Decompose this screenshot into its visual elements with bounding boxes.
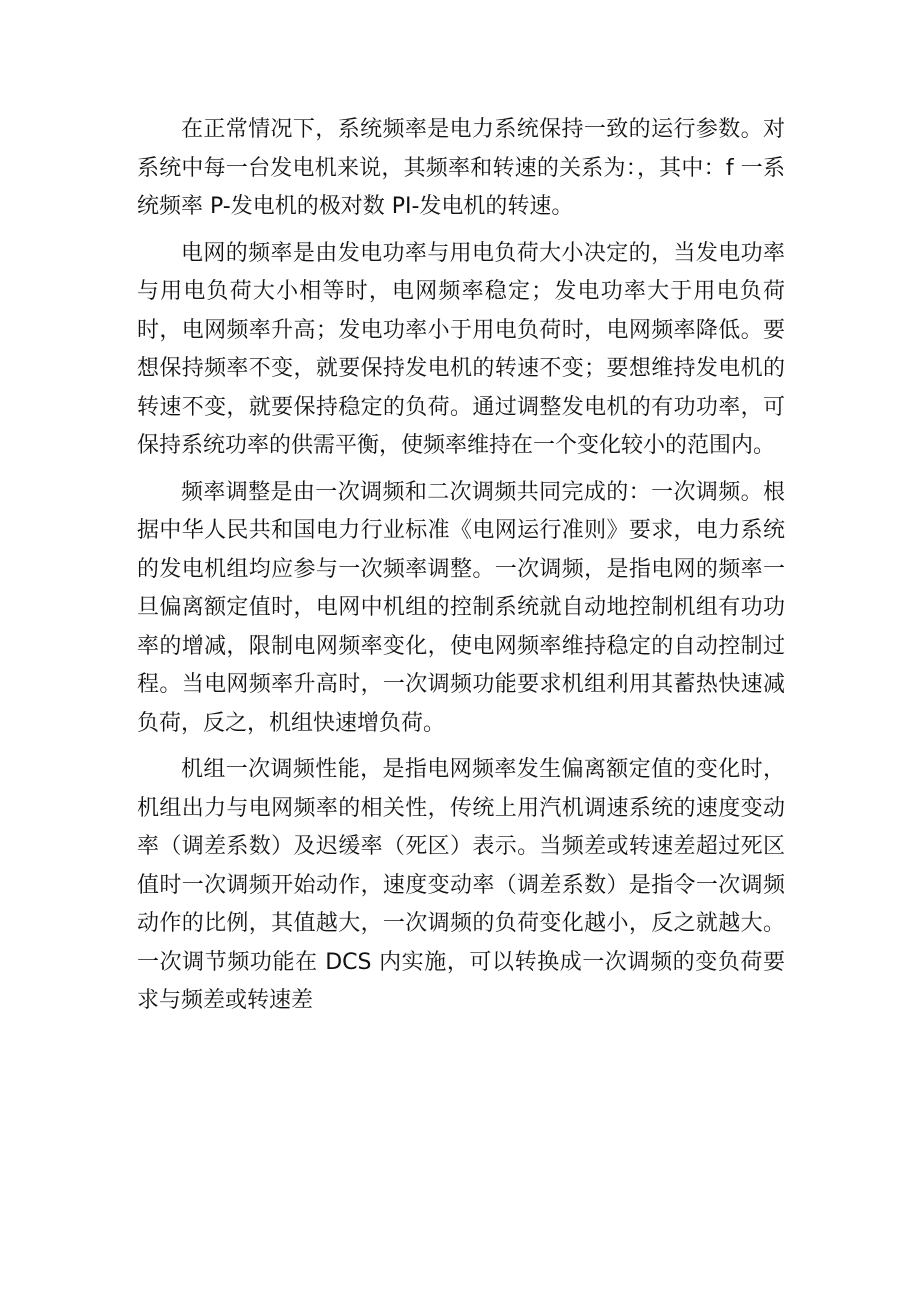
paragraph-frequency-regulation: 频率调整是由一次调频和二次调频共同完成的：一次调频。根据中华人民共和国电力行业标准《电网运行准则》要求，电力系统的发电机组均应参与一次频率调整。一次调频，是指电网的频率一旦偏离额定值时，电网中机组的控制系统就自动地控制机组有功功率的增减，限制电网频率变化，使电网频率维持稳定的自动控制过程。当电网频率升高时，一次调频功能要求机组利用其蓄热快速减负荷，反之，机组快速增负荷。: [137, 479, 785, 736]
paragraph-grid-frequency: 电网的频率是由发电功率与用电负荷大小决定的，当发电功率与用电负荷大小相等时，电网频率稳定；发电功率大于用电负荷时，电网频率升高；发电功率小于用电负荷时，电网频率降低。要想保持频率不变，就要保持发电机的转速不变；要想维持发电机的转速不变，就要保持稳定的负荷。通过调整发电机的有功功率，可保持系统功率的供需平衡，使频率维持在一个变化较小的范围内。: [137, 240, 785, 458]
paragraph-system-frequency: 在正常情况下，系统频率是电力系统保持一致的运行参数。对系统中每一台发电机来说，其频率和转速的关系为：，其中：f 一系统频率 P-发电机的极对数 PI-发电机的转速。: [137, 117, 785, 219]
paragraph-primary-frequency-performance: 机组一次调频性能，是指电网频率发生偏离额定值的变化时，机组出力与电网频率的相关性，传统上用汽机调速系统的速度变动率（调差系数）及迟缓率（死区）表示。当频差或转速差超过死区值时一次调频开始动作，速度变动率（调差系数）是指令一次调频动作的比例，其值越大，一次调频的负荷变化越小，反之就越大。一次调节频功能在 DCS 内实施，可以转换成一次调频的变负荷要求与频差或转速差: [137, 757, 785, 1013]
document-body: [137, 111, 785, 1029]
